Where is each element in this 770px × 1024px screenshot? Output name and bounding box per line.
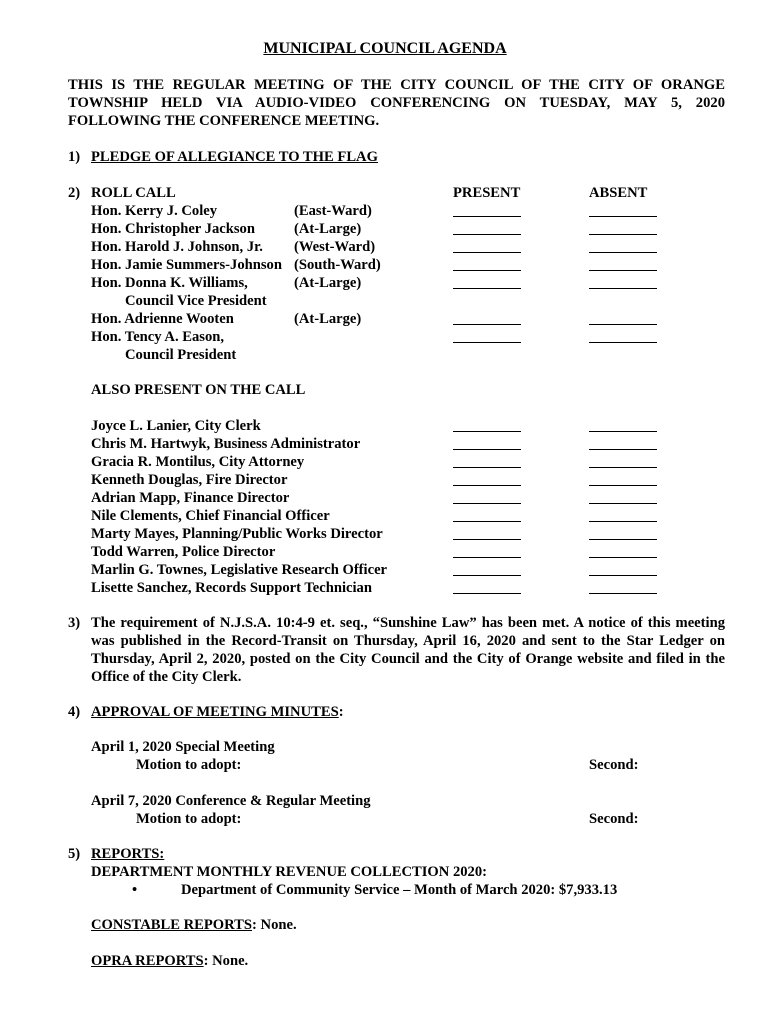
absent-blank	[589, 521, 657, 522]
constable-label: CONSTABLE REPORTS	[91, 917, 253, 933]
bullet-icon: •	[132, 882, 138, 898]
present-blank	[453, 539, 521, 540]
present-blank	[453, 467, 521, 468]
official-name: Marty Mayes, Planning/Public Works Director	[91, 526, 383, 542]
absent-blank	[589, 234, 657, 235]
official-name: Kenneth Douglas, Fire Director	[91, 472, 288, 488]
absent-blank	[589, 503, 657, 504]
absent-blank	[589, 557, 657, 558]
absent-blank	[589, 431, 657, 432]
paragraph-line: Thursday, April 2, 2020, posted on the City Council and the City of Orange website and filed in the	[91, 651, 725, 667]
meeting-name: April 1, 2020 Special Meeting	[91, 739, 275, 755]
official-name: Joyce L. Lanier, City Clerk	[91, 418, 261, 434]
council-member-name: Hon. Jamie Summers-Johnson	[91, 257, 282, 273]
present-blank	[453, 252, 521, 253]
council-member-name: Hon. Donna K. Williams,	[91, 275, 248, 291]
intro-line: TOWNSHIP HELD VIA AUDIO-VIDEO CONFERENCING ON TUESDAY, MAY 5, 2020	[68, 95, 725, 111]
official-name: Todd Warren, Police Director	[91, 544, 276, 560]
present-blank	[453, 342, 521, 343]
present-blank	[453, 431, 521, 432]
council-member-name: Hon. Tency A. Eason,	[91, 329, 225, 345]
official-name: Marlin G. Townes, Legislative Research Officer	[91, 562, 388, 578]
second-label: Second:	[589, 811, 639, 827]
opra-label: OPRA REPORTS	[91, 953, 204, 969]
council-member-title: Council Vice President	[125, 293, 267, 309]
reports-label: REPORTS:	[91, 846, 165, 862]
council-member-name: Hon. Harold J. Johnson, Jr.	[91, 239, 263, 255]
council-member-name: Hon. Christopher Jackson	[91, 221, 255, 237]
council-member-name: Hon. Adrienne Wooten	[91, 311, 234, 327]
intro-line: FOLLOWING THE CONFERENCE MEETING.	[68, 113, 380, 129]
second-label: Second:	[589, 757, 639, 773]
also-present-label: ALSO PRESENT ON THE CALL	[91, 382, 306, 398]
absent-blank	[589, 485, 657, 486]
absent-blank	[589, 593, 657, 594]
revenue-heading: DEPARTMENT MONTHLY REVENUE COLLECTION 2020:	[91, 864, 487, 880]
council-member-ward: (At-Large)	[294, 221, 362, 237]
official-name: Lisette Sanchez, Records Support Technician	[91, 580, 372, 596]
council-member-ward: (West-Ward)	[294, 239, 376, 255]
council-member-ward: (At-Large)	[294, 311, 362, 327]
absent-blank	[589, 270, 657, 271]
revenue-item: Department of Community Service – Month of March 2020: $7,933.13	[181, 882, 618, 898]
absent-blank	[589, 449, 657, 450]
present-blank	[453, 449, 521, 450]
sunshine-law-paragraph	[91, 614, 725, 686]
intro-line: THIS IS THE REGULAR MEETING OF THE CITY COUNCIL OF THE CITY OF ORANGE	[68, 77, 725, 93]
absent-blank	[589, 539, 657, 540]
absent-blank	[589, 288, 657, 289]
council-member-ward: (South-Ward)	[294, 257, 381, 273]
official-name: Adrian Mapp, Finance Director	[91, 490, 290, 506]
opra-reports	[91, 952, 248, 970]
present-blank	[453, 521, 521, 522]
present-blank	[453, 503, 521, 504]
council-member-ward: (At-Large)	[294, 275, 362, 291]
motion-label: Motion to adopt:	[136, 811, 242, 827]
item-1-label: PLEDGE OF ALLEGIANCE TO THE FLAG	[91, 149, 378, 165]
present-blank	[453, 288, 521, 289]
present-blank	[453, 324, 521, 325]
opra-value: : None.	[203, 953, 249, 969]
official-name: Gracia R. Montilus, City Attorney	[91, 454, 305, 470]
approval-heading	[91, 703, 344, 721]
absent-blank	[589, 324, 657, 325]
intro-paragraph	[68, 76, 725, 130]
item-1-number: 1)	[68, 149, 81, 165]
paragraph-line: was published in the Record-Transit on Thursday, April 16, 2020 and sent to the Star Ledger on	[91, 633, 725, 649]
present-blank	[453, 270, 521, 271]
council-member-name: Hon. Kerry J. Coley	[91, 203, 218, 219]
roll-call-label: ROLL CALL	[91, 185, 176, 201]
absent-blank	[589, 467, 657, 468]
absent-blank	[589, 252, 657, 253]
present-blank	[453, 216, 521, 217]
absent-blank	[589, 216, 657, 217]
paragraph-line: The requirement of N.J.S.A. 10:4-9 et. seq., “Sunshine Law” has been met. A notice of this meeting	[91, 615, 725, 631]
constable-value: : None.	[252, 917, 297, 933]
page-title: MUNICIPAL COUNCIL AGENDA	[263, 40, 507, 57]
present-blank	[453, 234, 521, 235]
approval-label: APPROVAL OF MEETING MINUTES	[91, 704, 339, 720]
absent-blank	[589, 342, 657, 343]
present-blank	[453, 485, 521, 486]
item-5-number: 5)	[68, 846, 81, 862]
item-4-number: 4)	[68, 704, 81, 720]
paragraph-line: Office of the City Clerk.	[91, 669, 242, 685]
absent-blank	[589, 575, 657, 576]
present-blank	[453, 575, 521, 576]
present-blank	[453, 593, 521, 594]
approval-colon: :	[338, 704, 344, 720]
official-name: Nile Clements, Chief Financial Officer	[91, 508, 330, 524]
motion-label: Motion to adopt:	[136, 757, 242, 773]
present-header: PRESENT	[453, 185, 521, 201]
meeting-name: April 7, 2020 Conference & Regular Meeting	[91, 793, 371, 809]
constable-reports	[91, 916, 297, 934]
absent-header: ABSENT	[589, 185, 648, 201]
council-member-title: Council President	[125, 347, 237, 363]
item-2-number: 2)	[68, 185, 81, 201]
item-3-number: 3)	[68, 615, 81, 631]
present-blank	[453, 557, 521, 558]
council-member-ward: (East-Ward)	[294, 203, 372, 219]
official-name: Chris M. Hartwyk, Business Administrator	[91, 436, 361, 452]
